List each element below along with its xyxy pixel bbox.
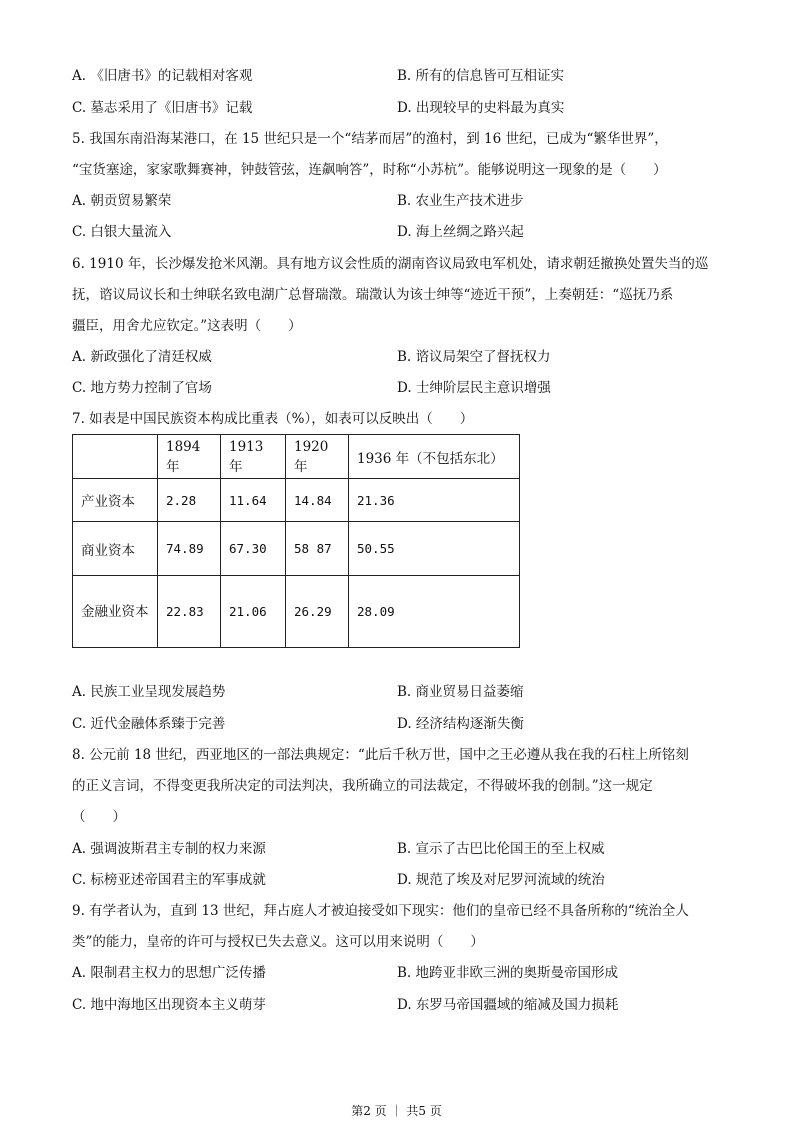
q6-option-d: D. 士绅阶层民主意识增强 (397, 380, 551, 396)
q9-option-a: A. 限制君主权力的思想广泛传播 (72, 965, 266, 981)
table-header-cell: 1936 年（不包括东北） (349, 435, 520, 479)
capital-composition-table (72, 434, 520, 648)
q6-stem-line1: 6. 1910 年，长沙爆发抢米风潮。具有地方议会性质的湖南咨议局致电军机处，请求朝廷撤换处置失当的巡 (72, 256, 709, 272)
table-cell: 28.09 (349, 576, 520, 648)
q4-option-c: C. 墓志采用了《旧唐书》记载 (72, 100, 253, 116)
q9-option-b: B. 地跨亚非欧三洲的奥斯曼帝国形成 (397, 965, 619, 981)
q8-stem-line2: 的正义言词，不得变更我所决定的司法判决，我所确立的司法裁定，不得破坏我的创制。”这一规定 (72, 778, 653, 794)
q8-stem-line3: （ ） (72, 809, 126, 825)
q7-option-b: B. 商业贸易日益萎缩 (397, 684, 524, 700)
table-header-cell: 1920 年 (286, 435, 349, 479)
q6-option-b: B. 谘议局架空了督抚权力 (397, 349, 551, 365)
table-cell: 58 87 (286, 522, 349, 576)
q5-option-c: C. 白银大量流入 (72, 224, 172, 240)
table-header-row (73, 435, 520, 479)
table-row (73, 576, 520, 648)
q7-option-c: C. 近代金融体系臻于完善 (72, 716, 226, 732)
table-cell: 2.28 (158, 479, 221, 522)
table-row-label: 金融业资本 (73, 576, 158, 648)
q7-option-a: A. 民族工业呈现发展趋势 (72, 684, 226, 700)
page-number: 第2 页 ｜ 共5 页 (351, 1104, 442, 1118)
table-cell: 14.84 (286, 479, 349, 522)
q9-option-c: C. 地中海地区出现资本主义萌芽 (72, 997, 266, 1013)
q6-option-a: A. 新政强化了清廷权威 (72, 349, 212, 365)
table-header-cell (73, 435, 158, 479)
q6-stem-line2: 抚，谘议局议长和士绅联名致电湖广总督瑞澂。瑞澂认为该士绅等“迹近干预”，上奏朝廷：“巡抚乃系 (72, 287, 674, 303)
table-row (73, 479, 520, 522)
table-cell: 26.29 (286, 576, 349, 648)
table-header-cell: 1913 年 (221, 435, 286, 479)
q6-option-c: C. 地方势力控制了官场 (72, 380, 212, 396)
table-cell: 11.64 (221, 479, 286, 522)
q5-option-b: B. 农业生产技术进步 (397, 193, 524, 209)
table-row-label: 产业资本 (73, 479, 158, 522)
q7-stem: 7. 如表是中国民族资本构成比重表（%），如表可以反映出（ ） (72, 411, 474, 427)
q8-option-b: B. 宣示了古巴比伦国王的至上权威 (397, 841, 605, 857)
q8-option-c: C. 标榜亚述帝国君主的军事成就 (72, 872, 266, 888)
table-cell: 22.83 (158, 576, 221, 648)
q5-option-a: A. 朝贡贸易繁荣 (72, 193, 172, 209)
q4-option-b: B. 所有的信息皆可互相证实 (397, 68, 565, 84)
q8-option-a: A. 强调波斯君主专制的权力来源 (72, 841, 266, 857)
q8-stem-line1: 8. 公元前 18 世纪，西亚地区的一部法典规定：“此后千秋万世，国中之王必遵从我在我的石柱上所铭刻 (72, 747, 689, 763)
q4-option-d: D. 出现较早的史料最为真实 (397, 100, 565, 116)
q7-option-d: D. 经济结构逐渐失衡 (397, 716, 524, 732)
q6-stem-line3: 疆臣，用舍尤应钦定。”这表明（ ） (72, 318, 302, 334)
q9-stem-line2: 类”的能力，皇帝的许可与授权已失去意义。这可以用来说明（ ） (72, 934, 484, 950)
table-cell: 21.06 (221, 576, 286, 648)
table-cell: 50.55 (349, 522, 520, 576)
q8-option-d: D. 规范了埃及对尼罗河流域的统治 (397, 872, 605, 888)
q5-option-d: D. 海上丝绸之路兴起 (397, 224, 524, 240)
q5-stem-line2: “宝货塞途，家家歌舞赛神，钟鼓管弦，连飙响答”，时称“小苏杭”。能够说明这一现象的是（ ） (72, 162, 667, 178)
q5-stem-line1: 5. 我国东南沿海某港口，在 15 世纪只是一个“结茅而居”的渔村，到 16 世纪，已成为“繁华世界”， (72, 131, 668, 147)
table-cell: 67.30 (221, 522, 286, 576)
q4-option-a: A. 《旧唐书》的记载相对客观 (72, 68, 253, 84)
q9-option-d: D. 东罗马帝国疆域的缩减及国力损耗 (397, 997, 619, 1013)
table-cell: 21.36 (349, 479, 520, 522)
table-cell: 74.89 (158, 522, 221, 576)
q9-stem-line1: 9. 有学者认为，直到 13 世纪，拜占庭人才被迫接受如下现实：他们的皇帝已经不具备所称的“统治全人 (72, 903, 689, 919)
table-row-label: 商业资本 (73, 522, 158, 576)
table-row (73, 522, 520, 576)
table-header-cell: 1894 年 (158, 435, 221, 479)
